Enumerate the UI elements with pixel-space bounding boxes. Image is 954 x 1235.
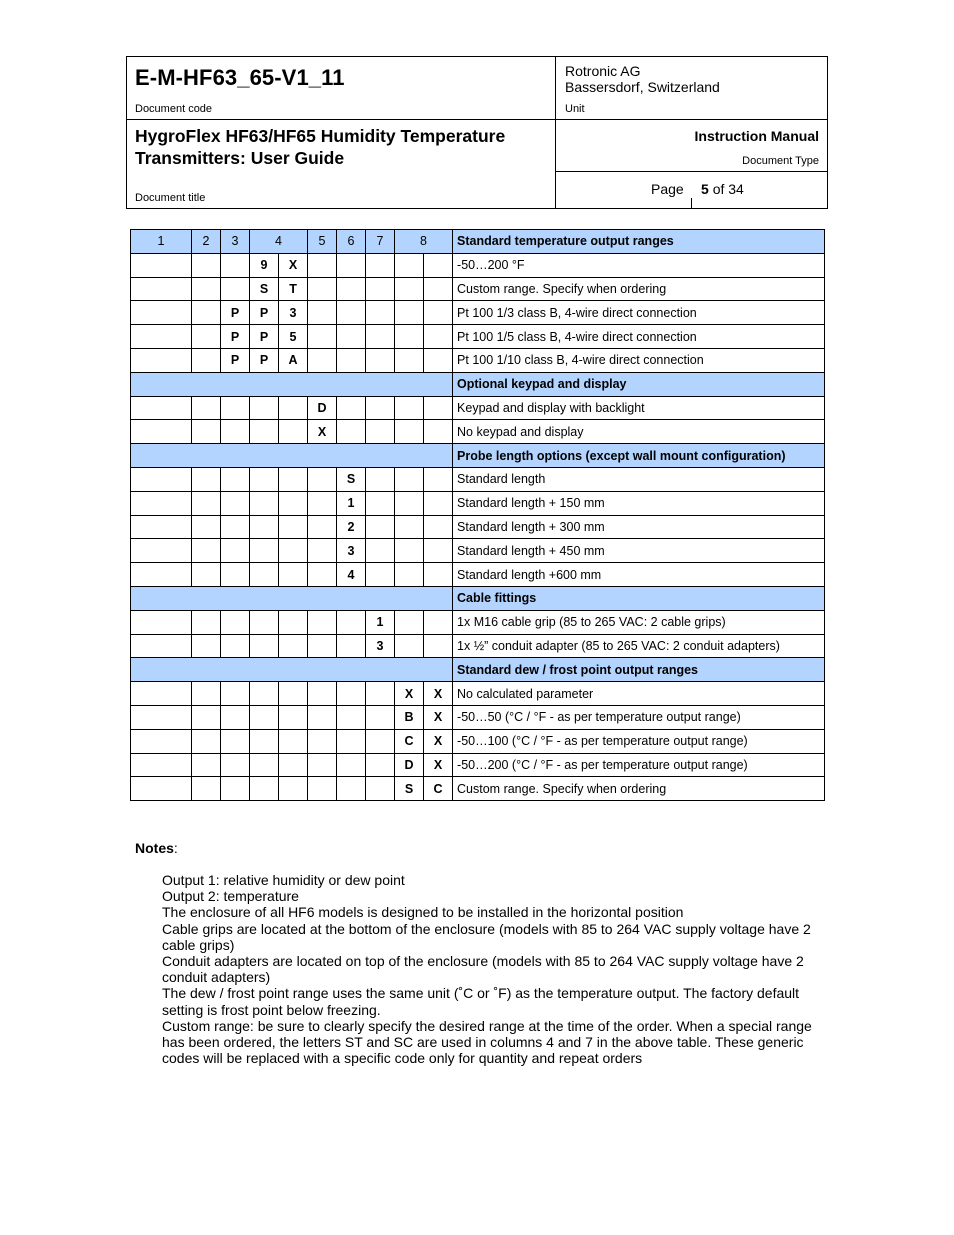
code-cell xyxy=(131,682,192,706)
unit-label: Unit xyxy=(565,103,585,115)
code-cell xyxy=(366,467,395,491)
code-cell xyxy=(250,420,279,444)
code-cell xyxy=(395,253,424,277)
option-description: No calculated parameter xyxy=(453,682,825,706)
code-cell: A xyxy=(279,348,308,372)
code-cell xyxy=(221,539,250,563)
code-cell xyxy=(250,634,279,658)
option-description: Custom range. Specify when ordering xyxy=(453,277,825,301)
code-cell xyxy=(192,634,221,658)
code-cell xyxy=(192,753,221,777)
code-cell xyxy=(131,729,192,753)
code-cell xyxy=(308,301,337,325)
option-description: -50…100 (°C / °F - as per temperature output range) xyxy=(453,729,825,753)
code-cell xyxy=(308,682,337,706)
document-title-label: Document title xyxy=(135,192,206,204)
code-cell xyxy=(308,515,337,539)
code-cell xyxy=(424,396,453,420)
column-number: 2 xyxy=(192,230,221,254)
order-code-table-body xyxy=(131,230,825,801)
code-cell xyxy=(308,610,337,634)
code-cell xyxy=(221,253,250,277)
table-row xyxy=(131,396,825,420)
option-description: Pt 100 1/10 class B, 4-wire direct connection xyxy=(453,348,825,372)
code-cell xyxy=(192,777,221,801)
code-cell xyxy=(395,515,424,539)
option-description: -50…50 (°C / °F - as per temperature output range) xyxy=(453,705,825,729)
table-row xyxy=(131,539,825,563)
code-cell xyxy=(131,301,192,325)
code-cell xyxy=(192,348,221,372)
code-cell xyxy=(279,777,308,801)
code-cell xyxy=(308,348,337,372)
table-row xyxy=(131,467,825,491)
code-cell xyxy=(221,610,250,634)
document-type: Instruction Manual xyxy=(694,128,819,144)
code-cell xyxy=(131,705,192,729)
table-section-row xyxy=(131,372,825,396)
option-description: Standard length + 150 mm xyxy=(453,491,825,515)
code-cell xyxy=(131,777,192,801)
code-cell: 3 xyxy=(279,301,308,325)
table-row xyxy=(131,277,825,301)
option-description: Custom range. Specify when ordering xyxy=(453,777,825,801)
code-cell xyxy=(221,277,250,301)
code-cell: X xyxy=(424,705,453,729)
table-row xyxy=(131,705,825,729)
code-cell xyxy=(308,277,337,301)
code-cell xyxy=(366,396,395,420)
code-cell xyxy=(192,420,221,444)
option-description: Standard length xyxy=(453,467,825,491)
code-cell: S xyxy=(395,777,424,801)
code-cell xyxy=(366,301,395,325)
code-cell xyxy=(131,467,192,491)
code-cell xyxy=(221,491,250,515)
code-cell xyxy=(221,753,250,777)
code-cell xyxy=(192,563,221,587)
code-cell: 9 xyxy=(250,253,279,277)
code-cell xyxy=(424,420,453,444)
code-cell xyxy=(131,491,192,515)
code-cell: P xyxy=(250,325,279,349)
section-spacer xyxy=(131,444,453,468)
code-cell xyxy=(308,705,337,729)
code-cell xyxy=(424,325,453,349)
column-number: 4 xyxy=(250,230,308,254)
code-cell: S xyxy=(250,277,279,301)
code-cell xyxy=(250,753,279,777)
code-cell xyxy=(337,420,366,444)
note-item: Custom range: be sure to clearly specify the desired range at the time of the order. When a special range has been ordered, the letters ST and SC are used in columns 4 and 7 in the above table. These generic codes will be replaced with a specific code only for quantity and repeat orders xyxy=(162,1017,812,1067)
note-item: Output 1: relative humidity or dew point xyxy=(162,872,405,888)
code-cell xyxy=(308,539,337,563)
code-cell xyxy=(221,396,250,420)
code-cell xyxy=(279,753,308,777)
note-item: The enclosure of all HF6 models is designed to be installed in the horizontal position xyxy=(162,904,684,921)
code-cell: P xyxy=(221,301,250,325)
note-item: The dew / frost point range uses the same unit (˚C or ˚F) as the temperature output. The factory default setting is frost point below freezing. xyxy=(162,985,800,1018)
code-cell: X xyxy=(395,682,424,706)
code-cell xyxy=(337,634,366,658)
code-cell xyxy=(424,491,453,515)
code-cell xyxy=(221,563,250,587)
code-cell xyxy=(395,301,424,325)
code-cell xyxy=(366,491,395,515)
code-cell xyxy=(337,753,366,777)
code-cell xyxy=(192,515,221,539)
code-cell: X xyxy=(424,729,453,753)
option-description: Standard length + 300 mm xyxy=(453,515,825,539)
code-cell xyxy=(250,467,279,491)
code-cell xyxy=(395,396,424,420)
code-cell xyxy=(366,253,395,277)
table-section-row xyxy=(131,586,825,610)
code-cell xyxy=(424,539,453,563)
code-cell xyxy=(192,610,221,634)
option-description: -50…200 °F xyxy=(453,253,825,277)
code-cell xyxy=(131,348,192,372)
code-cell: P xyxy=(221,325,250,349)
code-cell: C xyxy=(424,777,453,801)
code-cell xyxy=(250,491,279,515)
code-cell xyxy=(131,753,192,777)
code-cell: B xyxy=(395,705,424,729)
document-type-label: Document Type xyxy=(742,155,819,167)
code-cell xyxy=(424,253,453,277)
code-cell: P xyxy=(250,301,279,325)
code-cell xyxy=(337,729,366,753)
code-cell xyxy=(366,420,395,444)
page-total: of 34 xyxy=(712,181,744,197)
code-cell xyxy=(337,610,366,634)
table-row xyxy=(131,253,825,277)
code-cell xyxy=(395,348,424,372)
notes-label: Notes xyxy=(135,840,174,856)
code-cell xyxy=(279,563,308,587)
code-cell xyxy=(366,563,395,587)
code-cell xyxy=(308,467,337,491)
code-cell xyxy=(395,467,424,491)
code-cell xyxy=(308,325,337,349)
code-cell: P xyxy=(221,348,250,372)
table-row xyxy=(131,348,825,372)
code-cell xyxy=(308,563,337,587)
column-number: 6 xyxy=(337,230,366,254)
code-cell xyxy=(366,777,395,801)
code-cell xyxy=(192,539,221,563)
header-divider xyxy=(691,198,692,209)
code-cell xyxy=(366,753,395,777)
table-row xyxy=(131,301,825,325)
page-number: 5 xyxy=(701,181,709,197)
column-number: 8 xyxy=(395,230,453,254)
document-code: E-M-HF63_65-V1_11 xyxy=(135,65,345,90)
table-row xyxy=(131,420,825,444)
code-cell xyxy=(395,634,424,658)
code-cell xyxy=(424,563,453,587)
table-row xyxy=(131,515,825,539)
code-cell xyxy=(424,301,453,325)
code-cell xyxy=(424,348,453,372)
code-cell xyxy=(337,325,366,349)
code-cell xyxy=(395,539,424,563)
column-number: 3 xyxy=(221,230,250,254)
code-cell xyxy=(395,491,424,515)
code-cell xyxy=(192,729,221,753)
code-cell: 3 xyxy=(366,634,395,658)
code-cell xyxy=(250,729,279,753)
table-row xyxy=(131,491,825,515)
document-code-label: Document code xyxy=(135,103,213,115)
code-cell xyxy=(395,610,424,634)
code-cell xyxy=(192,467,221,491)
code-cell xyxy=(250,610,279,634)
table-column-number-row xyxy=(131,230,825,254)
code-cell: X xyxy=(424,682,453,706)
code-cell xyxy=(366,348,395,372)
code-cell xyxy=(250,396,279,420)
code-cell xyxy=(131,325,192,349)
code-cell xyxy=(424,277,453,301)
code-cell xyxy=(131,277,192,301)
section-heading: Optional keypad and display xyxy=(453,372,825,396)
code-cell xyxy=(221,682,250,706)
notes-heading: Notes: xyxy=(135,840,178,856)
document-header xyxy=(126,56,828,209)
code-cell xyxy=(131,420,192,444)
code-cell xyxy=(308,634,337,658)
code-cell xyxy=(192,253,221,277)
code-cell xyxy=(424,634,453,658)
code-cell xyxy=(192,396,221,420)
code-cell xyxy=(279,610,308,634)
note-item: Conduit adapters are located on top of the enclosure (models with 85 to 264 VAC supply voltage have 2 conduit adapters) xyxy=(162,953,804,986)
code-cell xyxy=(221,467,250,491)
code-cell: D xyxy=(395,753,424,777)
code-cell xyxy=(221,729,250,753)
code-cell xyxy=(131,563,192,587)
code-cell: T xyxy=(279,277,308,301)
note-item: Output 2: temperature xyxy=(162,888,299,905)
table-row xyxy=(131,563,825,587)
code-cell xyxy=(250,682,279,706)
code-cell xyxy=(366,325,395,349)
code-cell xyxy=(395,563,424,587)
column-number: 1 xyxy=(131,230,192,254)
code-cell xyxy=(366,539,395,563)
note-item: Cable grips are located at the bottom of the enclosure (models with 85 to 264 VAC supply voltage have 2 cable grips) xyxy=(162,920,811,953)
code-cell xyxy=(131,634,192,658)
code-cell xyxy=(395,420,424,444)
page-label: Page xyxy=(651,181,684,197)
section-spacer xyxy=(131,586,453,610)
code-cell xyxy=(337,253,366,277)
table-section-row xyxy=(131,658,825,682)
code-cell xyxy=(131,396,192,420)
table-row xyxy=(131,729,825,753)
code-cell: D xyxy=(308,396,337,420)
code-cell xyxy=(279,515,308,539)
code-cell xyxy=(279,467,308,491)
table-row xyxy=(131,753,825,777)
code-cell xyxy=(424,610,453,634)
code-cell: C xyxy=(395,729,424,753)
unit-name: Rotronic AG xyxy=(565,63,641,79)
code-cell xyxy=(131,539,192,563)
option-description: No keypad and display xyxy=(453,420,825,444)
code-cell: X xyxy=(424,753,453,777)
code-cell: X xyxy=(279,253,308,277)
code-cell xyxy=(250,777,279,801)
code-cell xyxy=(337,348,366,372)
code-cell xyxy=(308,253,337,277)
code-cell: 2 xyxy=(337,515,366,539)
option-description: Pt 100 1/5 class B, 4-wire direct connection xyxy=(453,325,825,349)
document-title: HygroFlex HF63/HF65 Humidity Temperature Transmitters: User Guide xyxy=(135,126,506,168)
code-cell xyxy=(131,253,192,277)
section-spacer xyxy=(131,372,453,396)
table-row xyxy=(131,610,825,634)
code-cell xyxy=(308,729,337,753)
code-cell: S xyxy=(337,467,366,491)
section-heading: Standard temperature output ranges xyxy=(453,230,825,254)
code-cell xyxy=(279,705,308,729)
code-cell xyxy=(221,705,250,729)
code-cell xyxy=(221,515,250,539)
unit-location: Bassersdorf, Switzerland xyxy=(565,79,720,95)
code-cell xyxy=(366,705,395,729)
table-row xyxy=(131,634,825,658)
option-description: Standard length +600 mm xyxy=(453,563,825,587)
section-heading: Cable fittings xyxy=(453,586,825,610)
code-cell xyxy=(337,396,366,420)
code-cell xyxy=(250,563,279,587)
code-cell xyxy=(221,777,250,801)
header-divider xyxy=(127,119,555,120)
code-cell: 5 xyxy=(279,325,308,349)
code-cell xyxy=(424,467,453,491)
table-row xyxy=(131,777,825,801)
code-cell xyxy=(279,420,308,444)
option-description: 1x M16 cable grip (85 to 265 VAC: 2 cable grips) xyxy=(453,610,825,634)
code-cell xyxy=(337,277,366,301)
code-cell xyxy=(308,491,337,515)
code-cell xyxy=(131,610,192,634)
code-cell: 4 xyxy=(337,563,366,587)
code-cell xyxy=(192,705,221,729)
table-row xyxy=(131,682,825,706)
code-cell xyxy=(192,682,221,706)
option-description: Pt 100 1/3 class B, 4-wire direct connection xyxy=(453,301,825,325)
page-indicator xyxy=(701,181,744,197)
code-cell xyxy=(279,729,308,753)
code-cell: 1 xyxy=(337,491,366,515)
section-heading: Probe length options (except wall mount configuration) xyxy=(453,444,825,468)
option-description: Standard length + 450 mm xyxy=(453,539,825,563)
header-divider xyxy=(556,171,828,172)
code-cell: P xyxy=(250,348,279,372)
code-cell xyxy=(308,753,337,777)
code-cell xyxy=(279,682,308,706)
code-cell xyxy=(221,634,250,658)
header-divider xyxy=(555,57,556,209)
table-section-row xyxy=(131,444,825,468)
code-cell xyxy=(192,491,221,515)
code-cell xyxy=(395,277,424,301)
code-cell xyxy=(279,634,308,658)
code-cell: 3 xyxy=(337,539,366,563)
column-number: 7 xyxy=(366,230,395,254)
code-cell xyxy=(250,705,279,729)
code-cell xyxy=(192,277,221,301)
code-cell: 1 xyxy=(366,610,395,634)
code-cell xyxy=(366,277,395,301)
table-row xyxy=(131,325,825,349)
code-cell xyxy=(366,515,395,539)
code-cell xyxy=(192,301,221,325)
code-cell xyxy=(337,301,366,325)
header-divider xyxy=(556,119,828,120)
code-cell xyxy=(250,539,279,563)
code-cell: X xyxy=(308,420,337,444)
code-cell xyxy=(131,515,192,539)
code-cell xyxy=(192,325,221,349)
code-cell xyxy=(366,682,395,706)
option-description: Keypad and display with backlight xyxy=(453,396,825,420)
code-cell xyxy=(337,777,366,801)
code-cell xyxy=(279,491,308,515)
section-spacer xyxy=(131,658,453,682)
code-cell xyxy=(337,705,366,729)
option-description: 1x ½” conduit adapter (85 to 265 VAC: 2 conduit adapters) xyxy=(453,634,825,658)
section-heading: Standard dew / frost point output ranges xyxy=(453,658,825,682)
column-number: 5 xyxy=(308,230,337,254)
code-cell xyxy=(279,539,308,563)
code-cell xyxy=(221,420,250,444)
option-description: -50…200 (°C / °F - as per temperature output range) xyxy=(453,753,825,777)
code-cell xyxy=(250,515,279,539)
code-cell xyxy=(395,325,424,349)
code-cell xyxy=(366,729,395,753)
notes-list xyxy=(162,872,822,1066)
code-cell xyxy=(424,515,453,539)
code-cell xyxy=(337,682,366,706)
code-cell xyxy=(279,396,308,420)
code-cell xyxy=(308,777,337,801)
order-code-table xyxy=(130,229,825,801)
